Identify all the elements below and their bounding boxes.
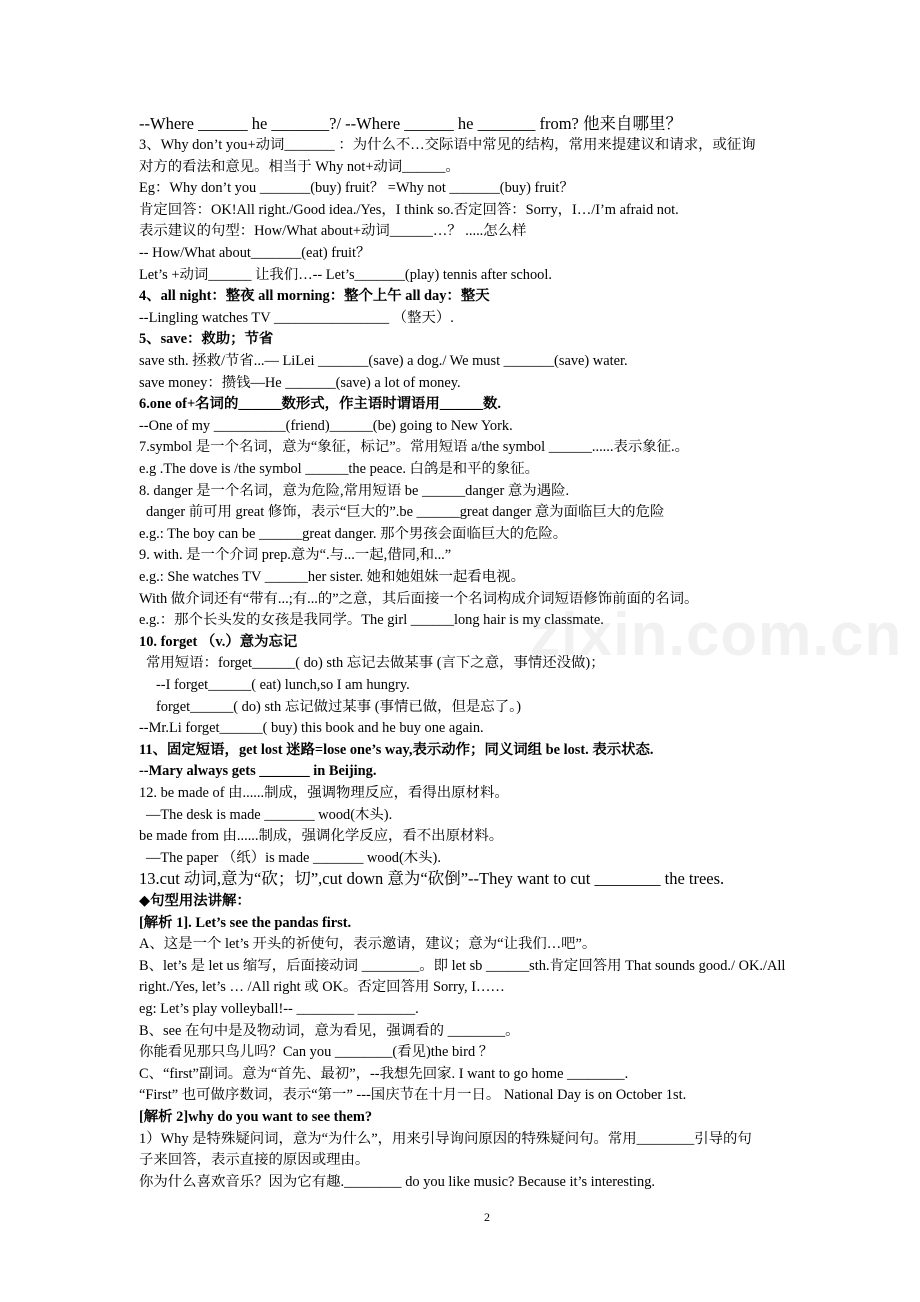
text-line: 表示建议的句型：How/What about+动词______…？ .....怎么样 [139, 223, 527, 239]
section-heading: 6.one of+名词的______数形式，作主语时谓语用______数. [139, 396, 501, 412]
section-heading: 10. forget （v.）意为忘记 [139, 634, 298, 650]
text-line: A、这是一个 let’s 开头的祈使句，表示邀请，建议；意为“让我们…吧”。 [139, 936, 597, 952]
text-line: right./Yes, let’s … /All right 或 OK。否定回答用 Sorry, I…… [139, 979, 505, 995]
text-line: --Mary always gets _______ in Beijing. [139, 763, 377, 779]
text-line: eg: Let’s play volleyball!-- ________ ________. [139, 1001, 419, 1017]
text-line: 常用短语：forget______( do) sth 忘记去做某事 (言下之意，事情还没做)； [146, 655, 605, 671]
text-line: 肯定回答：OK!All right./Good idea./Yes，I think so.否定回答：Sorry，I…/I’m afraid not. [139, 202, 679, 218]
section-heading: 11、固定短语，get lost 迷路=lose one’s way,表示动作；同义词组 be lost. 表示状态. [139, 742, 654, 758]
text-line: With 做介词还有“带有...;有...的”之意，其后面接一个名词构成介词短语修饰前面的名词。 [139, 591, 699, 607]
text-line: 7.symbol 是一个名词，意为“象征，标记”。常用短语 a/the symbol ______......表示象征.。 [139, 439, 690, 455]
text-line: “First” 也可做序数词，表示“第一” ---国庆节在十月一日。 National Day is on October 1st. [139, 1087, 687, 1103]
text-line: C、“first”副词。意为“首先、最初”，--我想先回家. I want to go home ________. [139, 1066, 629, 1082]
text-line: 你为什么喜欢音乐？因为它有趣.________ do you like music? Because it’s interesting. [139, 1174, 656, 1190]
text-line: e.g .The dove is /the symbol ______the peace. 白鸽是和平的象征。 [139, 461, 540, 477]
text-line: --Where ______ he _______?/ --Where ______ he _______ from? 他来自哪里？ [139, 114, 682, 133]
text-line: 13.cut 动词,意为“砍；切”,cut down 意为“砍倒”--They want to cut ________ the trees. [139, 869, 725, 888]
text-line: danger 前可用 great 修饰，表示“巨大的”.be ______great danger 意为面临巨大的危险 [146, 504, 665, 520]
section-heading: 4、all night：整夜 all morning：整个上午 all day：整天 [139, 288, 490, 304]
text-line: 子来回答，表示直接的原因或理由。 [139, 1152, 370, 1168]
text-line: 9. with. 是一个介词 prep.意为“.与...一起,借同,和...” [139, 547, 452, 563]
text-line: be made from 由......制成，强调化学反应，看不出原材料。 [139, 828, 504, 844]
text-line: 3、Why don’t you+动词_______ ：为什么不…交际语中常见的结构，常用来提建议和请求，或征询 [139, 137, 756, 153]
text-line: forget______( do) sth 忘记做过某事 (事情已做，但是忘了。) [156, 699, 522, 715]
text-line: B、let’s 是 let us 缩写，后面接动词 ________。即 let sb ______sth.肯定回答用 That sounds good./ OK./All [139, 958, 786, 974]
text-line: —The desk is made _______ wood(木头). [146, 807, 393, 823]
text-line: 对方的看法和意见。相当于 Why not+动词______。 [139, 159, 460, 175]
text-line: 8. danger 是一个名词，意为危险,常用短语 be ______danger 意为遇险. [139, 483, 570, 499]
section-heading: ◆句型用法讲解： [139, 893, 251, 909]
section-heading: 5、save：救助；节省 [139, 331, 274, 347]
section-heading: [解析 2]why do you want to see them? [139, 1109, 373, 1125]
text-line: -- How/What about_______(eat) fruit？ [139, 245, 371, 261]
text-line: e.g.：那个长头发的女孩是我同学。The girl ______long hair is my classmate. [139, 612, 604, 628]
page-number: 2 [484, 1210, 490, 1224]
text-line: Let’s +动词______ 让我们…-- Let’s_______(play) tennis after school. [139, 267, 552, 283]
text-line: e.g.: The boy can be ______great danger. 那个男孩会面临巨大的危险。 [139, 526, 568, 542]
text-line: B、see 在句中是及物动词，意为看见，强调看的 ________。 [139, 1023, 520, 1039]
text-line: --Mr.Li forget______( buy) this book and he buy one again. [139, 720, 484, 736]
text-line: --One of my __________(friend)______(be) going to New York. [139, 418, 513, 434]
text-line: --Lingling watches TV ________________ （整天）. [139, 310, 454, 326]
text-line: 12. be made of 由......制成，强调物理反应，看得出原材料。 [139, 785, 509, 801]
text-line: e.g.: She watches TV ______her sister. 她和她姐妹一起看电视。 [139, 569, 525, 585]
text-line: save money：攒钱—He _______(save) a lot of money. [139, 375, 461, 391]
text-line: —The paper （纸）is made _______ wood(木头). [146, 850, 441, 866]
text-line: Eg：Why don’t you _______(buy) fruit？ =Why not _______(buy) fruit？ [139, 180, 574, 196]
text-line: 1）Why 是特殊疑问词，意为“为什么”，用来引导询问原因的特殊疑问句。常用________引导的句 [139, 1131, 752, 1147]
text-line: save sth. 拯救/节省...— LiLei _______(save) a dog./ We must _______(save) water. [139, 353, 628, 369]
text-line: --I forget______( eat) lunch,so I am hungry. [156, 677, 410, 693]
section-heading: [解析 1]. Let’s see the pandas first. [139, 915, 352, 931]
watermark: zixin.com.cn [530, 601, 903, 668]
text-line: 你能看见那只鸟儿吗？Can you ________(看见)the bird ？ [139, 1044, 494, 1060]
